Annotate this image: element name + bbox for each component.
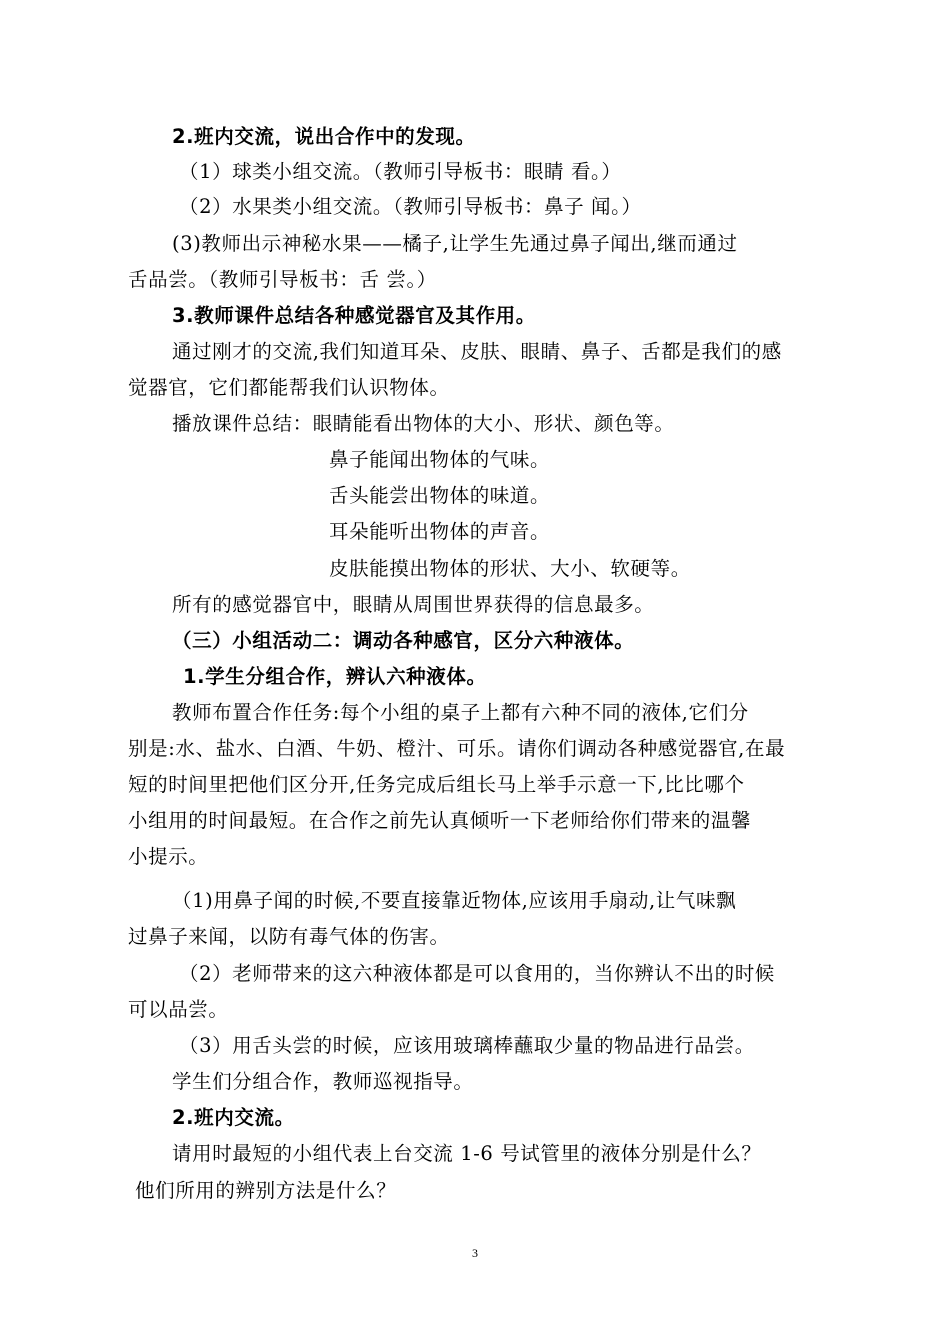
paragraph-line: （1)用鼻子闻的时候,不要直接靠近物体,应该用手扇动,让气味飘 <box>172 889 737 912</box>
paragraph-line: 教师布置合作任务:每个小组的桌子上都有六种不同的液体,它们分 <box>172 701 749 724</box>
page-number: 3 <box>472 1246 478 1260</box>
paragraph-line: 所有的感觉器官中，眼睛从周围世界获得的信息最多。 <box>172 593 655 616</box>
summary-item: 皮肤能摸出物体的形状、大小、软硬等。 <box>329 557 691 580</box>
paragraph-line: （1）球类小组交流。（教师引导板书：眼睛 看。） <box>179 160 622 183</box>
paragraph-line: (3)教师出示神秘水果——橘子,让学生先通过鼻子闻出,继而通过 <box>172 232 738 255</box>
paragraph-line: 短的时间里把他们区分开,任务完成后组长马上举手示意一下,比比哪个 <box>128 773 745 796</box>
paragraph-line: 觉器官，它们都能帮我们认识物体。 <box>128 376 450 399</box>
section-heading-summary: 3.教师课件总结各种感觉器官及其作用。 <box>172 304 536 327</box>
paragraph-line: 请用时最短的小组代表上台交流 1-6 号试管里的液体分别是什么？ <box>172 1142 762 1165</box>
summary-item: 鼻子能闻出物体的气味。 <box>329 448 551 471</box>
section-heading-class-exchange-2: 2.班内交流。 <box>172 1106 295 1129</box>
section-heading-class-exchange: 2.班内交流，说出合作中的发现。 <box>172 125 476 148</box>
summary-item: 舌头能尝出物体的味道。 <box>329 484 551 507</box>
paragraph-line: 他们所用的辨别方法是什么？ <box>135 1179 397 1202</box>
section-heading-group-activity-2: （三）小组活动二：调动各种感官，区分六种液体。 <box>172 629 635 652</box>
paragraph-line: 播放课件总结：眼睛能看出物体的大小、形状、颜色等。 <box>172 412 675 435</box>
paragraph-line: （2）老师带来的这六种液体都是可以食用的，当你辨认不出的时候 <box>179 962 775 985</box>
summary-item: 耳朵能听出物体的声音。 <box>329 520 551 543</box>
paragraph-line: （3）用舌头尝的时候，应该用玻璃棒蘸取少量的物品进行品尝。 <box>179 1034 755 1057</box>
paragraph-line: 可以品尝。 <box>128 998 229 1021</box>
paragraph-line: 舌品尝。（教师引导板书：舌 尝。） <box>128 268 437 291</box>
paragraph-line: （2）水果类小组交流。（教师引导板书：鼻子 闻。） <box>179 195 642 218</box>
paragraph-line: 学生们分组合作，教师巡视指导。 <box>172 1070 474 1093</box>
paragraph-line: 过鼻子来闻，以防有毒气体的伤害。 <box>128 925 450 948</box>
paragraph-line: 小提示。 <box>128 845 209 868</box>
section-heading-identify-liquids: 1.学生分组合作，辨认六种液体。 <box>183 665 487 688</box>
paragraph-line: 通过刚才的交流,我们知道耳朵、皮肤、眼睛、鼻子、舌都是我们的感 <box>172 340 782 363</box>
paragraph-line: 小组用的时间最短。在合作之前先认真倾听一下老师给你们带来的温馨 <box>128 809 752 832</box>
paragraph-line: 别是:水、盐水、白酒、牛奶、橙汁、可乐。请你们调动各种感觉器官,在最 <box>128 737 786 760</box>
